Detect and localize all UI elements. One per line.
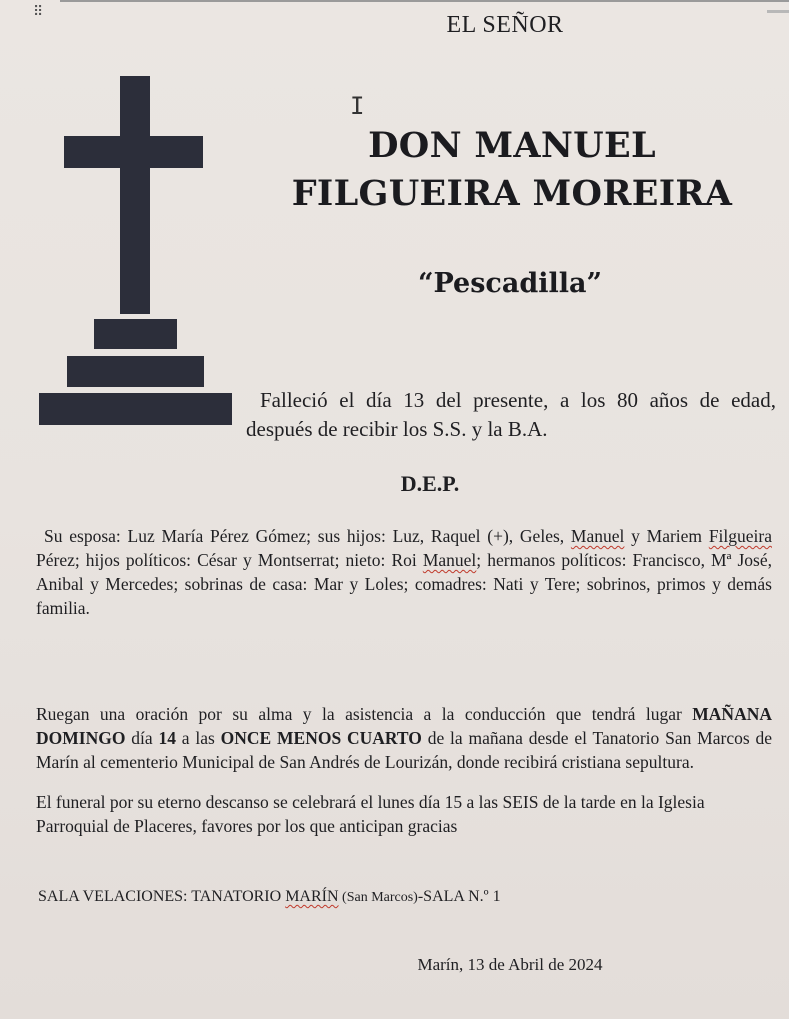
procession-text-1: Ruegan una oración por su alma y la asistencia a la conducción que tendrá lugar (36, 704, 693, 724)
cross-horizontal-bar (64, 136, 203, 168)
funeral-paragraph: El funeral por su eterno descanso se celebrará el lunes día 15 a las SEIS de la tarde en la Iglesia Parroquial de Placeres, favores por los que anticipan gracias (36, 792, 705, 836)
deceased-name-line2: FILGUEIRA MOREIRA (291, 173, 733, 214)
procession-text-2: día (125, 728, 159, 748)
scrollbar-stub[interactable] (767, 10, 789, 13)
procession-text-4: de la mañana desde el Tanatorio San Marcos de Marín al cementerio Municipal de San Andrés de Lourizán, donde recibirá cristiana sepultura. (36, 728, 772, 772)
wake-room-text-2: (San Marcos) (338, 890, 418, 905)
spellcheck-word[interactable]: MARÍN (285, 888, 339, 905)
deceased-name (262, 122, 762, 218)
spellcheck-word[interactable]: Manuel (570, 526, 625, 546)
text-cursor-icon: I (350, 92, 365, 120)
family-text-1: Su esposa: Luz María Pérez Gómez; sus hijos: Luz, Raquel (+), Geles, (44, 526, 571, 546)
cross-vertical-bar (120, 76, 150, 314)
wake-room-text-1: SALA VELACIONES: TANATORIO (38, 888, 286, 905)
procession-day: MAÑANA DOMINGO (36, 704, 772, 748)
procession-date: 14 (158, 728, 176, 748)
window-top-edge (60, 0, 789, 2)
cross-base-step-3 (39, 393, 232, 425)
family-paragraph (36, 524, 772, 620)
procession-paragraph (36, 702, 772, 774)
family-text-4: ; hermanos políticos: Francisco, Mª José, Anibal y Mercedes; sobrinas de casa: Mar y Loles; comadres: Nati y Tere; sobrinos, primos y demás familia. (36, 550, 772, 618)
wake-room-line (38, 888, 738, 906)
cross-base-step-1 (94, 319, 177, 349)
spellcheck-word[interactable]: Manuel (422, 550, 477, 570)
family-text-3: Pérez; hijos políticos: César y Montserrat; nieto: Roi (36, 550, 423, 570)
notice-date: Marín, 13 de Abril de 2024 (417, 955, 603, 974)
procession-time: ONCE MENOS CUARTO (220, 728, 422, 748)
procession-text-3: a las (175, 728, 221, 748)
death-notice: Falleció el día 13 del presente, a los 80 años de edad, después de recibir los S.S. y la B.A. (246, 388, 776, 441)
dep-text: D.E.P. (400, 471, 460, 496)
deceased-nickname: “Pescadilla” (417, 268, 603, 299)
move-handle-icon[interactable]: ⠿ (33, 4, 44, 20)
cross-base-step-2 (67, 356, 204, 387)
heading: EL SEÑOR (446, 12, 564, 38)
family-text-2: y Mariem (624, 526, 709, 546)
deceased-name-line1: DON MANUEL (368, 125, 656, 166)
wake-room-text-3: -SALA N.º 1 (417, 888, 501, 905)
spellcheck-word[interactable]: Filgueira (708, 526, 772, 546)
